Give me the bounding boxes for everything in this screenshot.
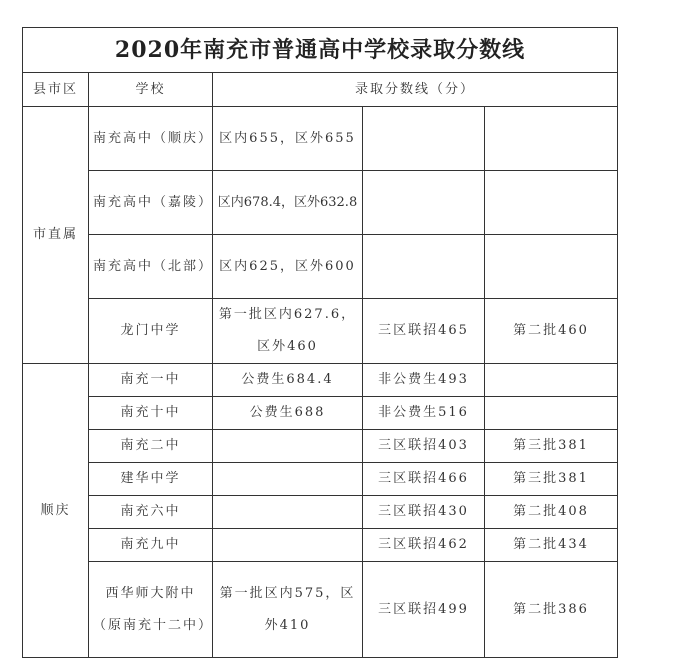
table-title: 2020年南充市普通高中学校录取分数线 (23, 28, 618, 73)
school-cell: 龙门中学 (89, 299, 213, 364)
table-row (23, 171, 618, 235)
score-cell (363, 235, 485, 299)
score-cell: 非公费生493 (363, 364, 485, 397)
table-row (23, 496, 618, 529)
score-cell (213, 529, 363, 562)
score-cell (485, 235, 618, 299)
table-row (23, 463, 618, 496)
score-cell (485, 397, 618, 430)
score-cell: 区内625，区外600 (213, 235, 363, 299)
school-cell: 西华师大附中（原南充十二中） (89, 562, 213, 658)
header-district: 县市区 (23, 73, 89, 107)
score-cell: 三区联招466 (363, 463, 485, 496)
table-row (23, 299, 618, 364)
admission-score-table (22, 27, 618, 658)
score-cell: 第一批区内575，区外410 (213, 562, 363, 658)
score-cell: 三区联招465 (363, 299, 485, 364)
score-cell: 第一批区内627.6，区外460 (213, 299, 363, 364)
school-cell: 南充六中 (89, 496, 213, 529)
score-cell (485, 107, 618, 171)
table-row (23, 107, 618, 171)
table-row (23, 397, 618, 430)
score-cell (363, 171, 485, 235)
score-cell: 第二批408 (485, 496, 618, 529)
score-cell: 第二批386 (485, 562, 618, 658)
score-cell: 三区联招499 (363, 562, 485, 658)
score-cell: 三区联招430 (363, 496, 485, 529)
school-cell: 南充一中 (89, 364, 213, 397)
school-cell: 南充九中 (89, 529, 213, 562)
score-cell: 三区联招462 (363, 529, 485, 562)
table-row (23, 364, 618, 397)
score-cell: 非公费生516 (363, 397, 485, 430)
score-cell: 区内678.4，区外632.8 (213, 171, 363, 235)
score-cell (213, 463, 363, 496)
score-cell: 第二批434 (485, 529, 618, 562)
district-cell: 市直属 (23, 107, 89, 364)
score-cell: 第三批381 (485, 463, 618, 496)
score-cell (485, 364, 618, 397)
score-cell: 公费生684.4 (213, 364, 363, 397)
school-cell: 南充十中 (89, 397, 213, 430)
score-cell (213, 430, 363, 463)
table-row (23, 562, 618, 658)
table-row (23, 529, 618, 562)
score-cell (363, 107, 485, 171)
score-cell: 区内655，区外655 (213, 107, 363, 171)
header-score: 录取分数线（分） (213, 73, 618, 107)
score-cell: 第二批460 (485, 299, 618, 364)
school-cell: 南充高中（嘉陵） (89, 171, 213, 235)
score-cell: 第三批381 (485, 430, 618, 463)
school-cell: 南充高中（北部） (89, 235, 213, 299)
school-cell: 南充二中 (89, 430, 213, 463)
score-cell (213, 496, 363, 529)
score-cell (485, 171, 618, 235)
header-school: 学校 (89, 73, 213, 107)
table-row (23, 430, 618, 463)
score-cell: 三区联招403 (363, 430, 485, 463)
school-cell: 建华中学 (89, 463, 213, 496)
table-row (23, 235, 618, 299)
district-cell: 顺庆 (23, 364, 89, 658)
school-cell: 南充高中（顺庆） (89, 107, 213, 171)
score-cell: 公费生688 (213, 397, 363, 430)
